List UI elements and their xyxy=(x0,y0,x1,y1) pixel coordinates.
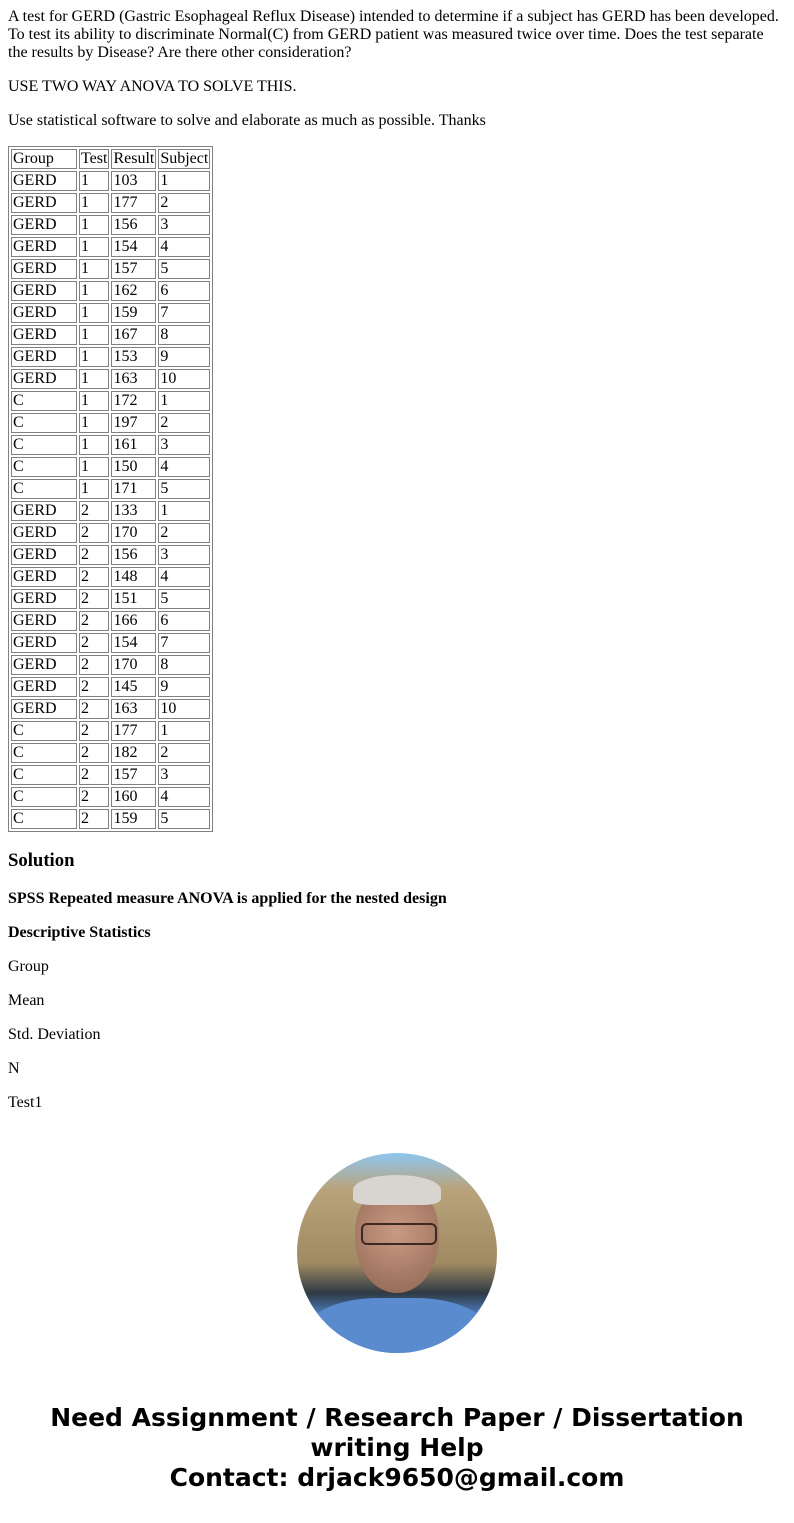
cell-subject: 4 xyxy=(158,567,210,587)
cell-subject: 6 xyxy=(158,611,210,631)
cell-group: GERD xyxy=(11,281,77,301)
table-row xyxy=(11,413,210,433)
avatar-shirt xyxy=(307,1298,487,1353)
table-row xyxy=(11,347,210,367)
cell-result: 159 xyxy=(111,303,156,323)
cell-test: 1 xyxy=(79,457,109,477)
cell-result: 163 xyxy=(111,369,156,389)
table-row xyxy=(11,809,210,829)
table-row xyxy=(11,523,210,543)
cell-subject: 9 xyxy=(158,347,210,367)
cell-result: 171 xyxy=(111,479,156,499)
table-row xyxy=(11,171,210,191)
cell-group: GERD xyxy=(11,171,77,191)
cell-group: C xyxy=(11,787,77,807)
cell-result: 154 xyxy=(111,633,156,653)
table-row xyxy=(11,237,210,257)
cell-subject: 4 xyxy=(158,237,210,257)
cell-test: 1 xyxy=(79,479,109,499)
cell-subject: 2 xyxy=(158,413,210,433)
header-subject: Subject xyxy=(160,150,209,167)
instruction-text: USE TWO WAY ANOVA TO SOLVE THIS. xyxy=(8,78,297,95)
cell-subject: 4 xyxy=(158,787,210,807)
cell-test: 2 xyxy=(79,677,109,697)
cell-result: 197 xyxy=(111,413,156,433)
cell-group: C xyxy=(11,809,77,829)
table-row xyxy=(11,369,210,389)
label-n: N xyxy=(8,1060,20,1077)
cell-subject: 1 xyxy=(158,501,210,521)
table-row xyxy=(11,787,210,807)
cell-group: C xyxy=(11,479,77,499)
cell-result: 153 xyxy=(111,347,156,367)
cell-group: C xyxy=(11,413,77,433)
cell-test: 1 xyxy=(79,237,109,257)
label-std-deviation: Std. Deviation xyxy=(8,1026,101,1043)
cell-group: GERD xyxy=(11,567,77,587)
cell-result: 177 xyxy=(111,193,156,213)
cell-result: 103 xyxy=(111,171,156,191)
cell-test: 1 xyxy=(79,413,109,433)
cell-result: 156 xyxy=(111,215,156,235)
cell-test: 1 xyxy=(79,171,109,191)
cell-result: 159 xyxy=(111,809,156,829)
cell-result: 133 xyxy=(111,501,156,521)
cell-test: 1 xyxy=(79,391,109,411)
cell-test: 2 xyxy=(79,633,109,653)
cell-subject: 1 xyxy=(158,721,210,741)
cell-test: 2 xyxy=(79,545,109,565)
cell-group: C xyxy=(11,765,77,785)
cell-test: 1 xyxy=(79,281,109,301)
cell-result: 160 xyxy=(111,787,156,807)
cell-group: GERD xyxy=(11,193,77,213)
cell-subject: 2 xyxy=(158,743,210,763)
cell-subject: 3 xyxy=(158,545,210,565)
cell-subject: 2 xyxy=(158,523,210,543)
cell-subject: 3 xyxy=(158,215,210,235)
cell-group: GERD xyxy=(11,303,77,323)
cell-test: 2 xyxy=(79,765,109,785)
header-result: Result xyxy=(113,150,155,167)
cell-test: 2 xyxy=(79,655,109,675)
cell-subject: 4 xyxy=(158,457,210,477)
cell-test: 1 xyxy=(79,369,109,389)
table-row xyxy=(11,677,210,697)
cell-test: 2 xyxy=(79,589,109,609)
cell-subject: 6 xyxy=(158,281,210,301)
cell-test: 1 xyxy=(79,193,109,213)
cell-test: 2 xyxy=(79,501,109,521)
cell-test: 1 xyxy=(79,325,109,345)
cell-subject: 3 xyxy=(158,435,210,455)
cell-test: 2 xyxy=(79,699,109,719)
label-mean: Mean xyxy=(8,992,45,1009)
cell-subject: 8 xyxy=(158,325,210,345)
table-row xyxy=(11,765,210,785)
contact-line: Contact: drjack9650@gmail.com xyxy=(169,1463,625,1492)
cell-group: GERD xyxy=(11,699,77,719)
promo-line: Need Assignment / Research Paper / Dissertation writing Help xyxy=(50,1403,744,1462)
table-row xyxy=(11,325,210,345)
cell-result: 172 xyxy=(111,391,156,411)
cell-result: 166 xyxy=(111,611,156,631)
question-text: A test for GERD (Gastric Esophageal Reflux Disease) intended to determine if a subject has GERD has been developed. To test its ability to discriminate Normal(C) from GERD patient was measured twice over time. Does the test separate the results by Disease? Are there other consideration? xyxy=(8,8,779,61)
cell-subject: 3 xyxy=(158,765,210,785)
cell-subject: 1 xyxy=(158,171,210,191)
cell-result: 177 xyxy=(111,721,156,741)
cell-subject: 5 xyxy=(158,809,210,829)
table-row xyxy=(11,303,210,323)
cell-test: 2 xyxy=(79,809,109,829)
cell-result: 167 xyxy=(111,325,156,345)
cell-result: 163 xyxy=(111,699,156,719)
cell-test: 1 xyxy=(79,259,109,279)
cell-result: 161 xyxy=(111,435,156,455)
cell-subject: 10 xyxy=(158,699,210,719)
table-row xyxy=(11,655,210,675)
cell-result: 157 xyxy=(111,259,156,279)
cell-subject: 5 xyxy=(158,259,210,279)
cell-group: GERD xyxy=(11,369,77,389)
cell-result: 162 xyxy=(111,281,156,301)
cell-test: 2 xyxy=(79,721,109,741)
cell-result: 148 xyxy=(111,567,156,587)
table-row xyxy=(11,743,210,763)
request-text: Use statistical software to solve and elaborate as much as possible. Thanks xyxy=(8,112,486,129)
cell-test: 1 xyxy=(79,303,109,323)
header-group: Group xyxy=(11,149,77,169)
cell-group: C xyxy=(11,391,77,411)
data-table xyxy=(8,146,213,832)
table-row xyxy=(11,215,210,235)
table-row xyxy=(11,589,210,609)
cell-result: 154 xyxy=(111,237,156,257)
method-text: SPSS Repeated measure ANOVA is applied for the nested design xyxy=(8,890,447,907)
table-row xyxy=(11,567,210,587)
table-row xyxy=(11,611,210,631)
table-row xyxy=(11,457,210,477)
table-header-row xyxy=(11,149,210,169)
table-row xyxy=(11,633,210,653)
solution-heading: Solution xyxy=(8,850,75,871)
cell-subject: 10 xyxy=(158,369,210,389)
cell-subject: 7 xyxy=(158,633,210,653)
cell-group: C xyxy=(11,457,77,477)
cell-group: GERD xyxy=(11,259,77,279)
cell-result: 145 xyxy=(111,677,156,697)
cell-group: GERD xyxy=(11,677,77,697)
avatar-glasses xyxy=(361,1223,437,1245)
cell-group: GERD xyxy=(11,611,77,631)
cell-subject: 7 xyxy=(158,303,210,323)
table-row xyxy=(11,545,210,565)
avatar-hair xyxy=(353,1175,441,1205)
cell-result: 170 xyxy=(111,523,156,543)
cell-subject: 1 xyxy=(158,391,210,411)
cell-result: 170 xyxy=(111,655,156,675)
cell-group: GERD xyxy=(11,545,77,565)
table-row xyxy=(11,259,210,279)
table-row xyxy=(11,435,210,455)
cell-result: 150 xyxy=(111,457,156,477)
cell-group: GERD xyxy=(11,237,77,257)
cell-group: C xyxy=(11,435,77,455)
cell-group: GERD xyxy=(11,325,77,345)
table-row xyxy=(11,193,210,213)
cell-test: 2 xyxy=(79,567,109,587)
table-row xyxy=(11,699,210,719)
cell-group: GERD xyxy=(11,215,77,235)
cell-group: GERD xyxy=(11,633,77,653)
cell-test: 1 xyxy=(79,215,109,235)
cell-subject: 9 xyxy=(158,677,210,697)
header-test: Test xyxy=(81,150,108,167)
cell-group: C xyxy=(11,721,77,741)
cell-test: 2 xyxy=(79,743,109,763)
descriptive-heading: Descriptive Statistics xyxy=(8,924,151,941)
cell-subject: 5 xyxy=(158,479,210,499)
promo-footer xyxy=(0,1403,794,1493)
table-row xyxy=(11,721,210,741)
cell-subject: 5 xyxy=(158,589,210,609)
cell-test: 1 xyxy=(79,435,109,455)
cell-result: 151 xyxy=(111,589,156,609)
table-row xyxy=(11,501,210,521)
cell-result: 156 xyxy=(111,545,156,565)
cell-group: GERD xyxy=(11,523,77,543)
cell-subject: 2 xyxy=(158,193,210,213)
cell-test: 2 xyxy=(79,787,109,807)
table-row xyxy=(11,479,210,499)
label-test1: Test1 xyxy=(8,1094,43,1111)
cell-test: 1 xyxy=(79,347,109,367)
table-row xyxy=(11,281,210,301)
cell-test: 2 xyxy=(79,611,109,631)
cell-group: GERD xyxy=(11,589,77,609)
cell-result: 182 xyxy=(111,743,156,763)
cell-group: GERD xyxy=(11,655,77,675)
cell-result: 157 xyxy=(111,765,156,785)
table-row xyxy=(11,391,210,411)
cell-test: 2 xyxy=(79,523,109,543)
tutor-avatar xyxy=(297,1153,497,1353)
cell-group: GERD xyxy=(11,347,77,367)
label-group: Group xyxy=(8,958,49,975)
cell-group: GERD xyxy=(11,501,77,521)
cell-subject: 8 xyxy=(158,655,210,675)
cell-group: C xyxy=(11,743,77,763)
